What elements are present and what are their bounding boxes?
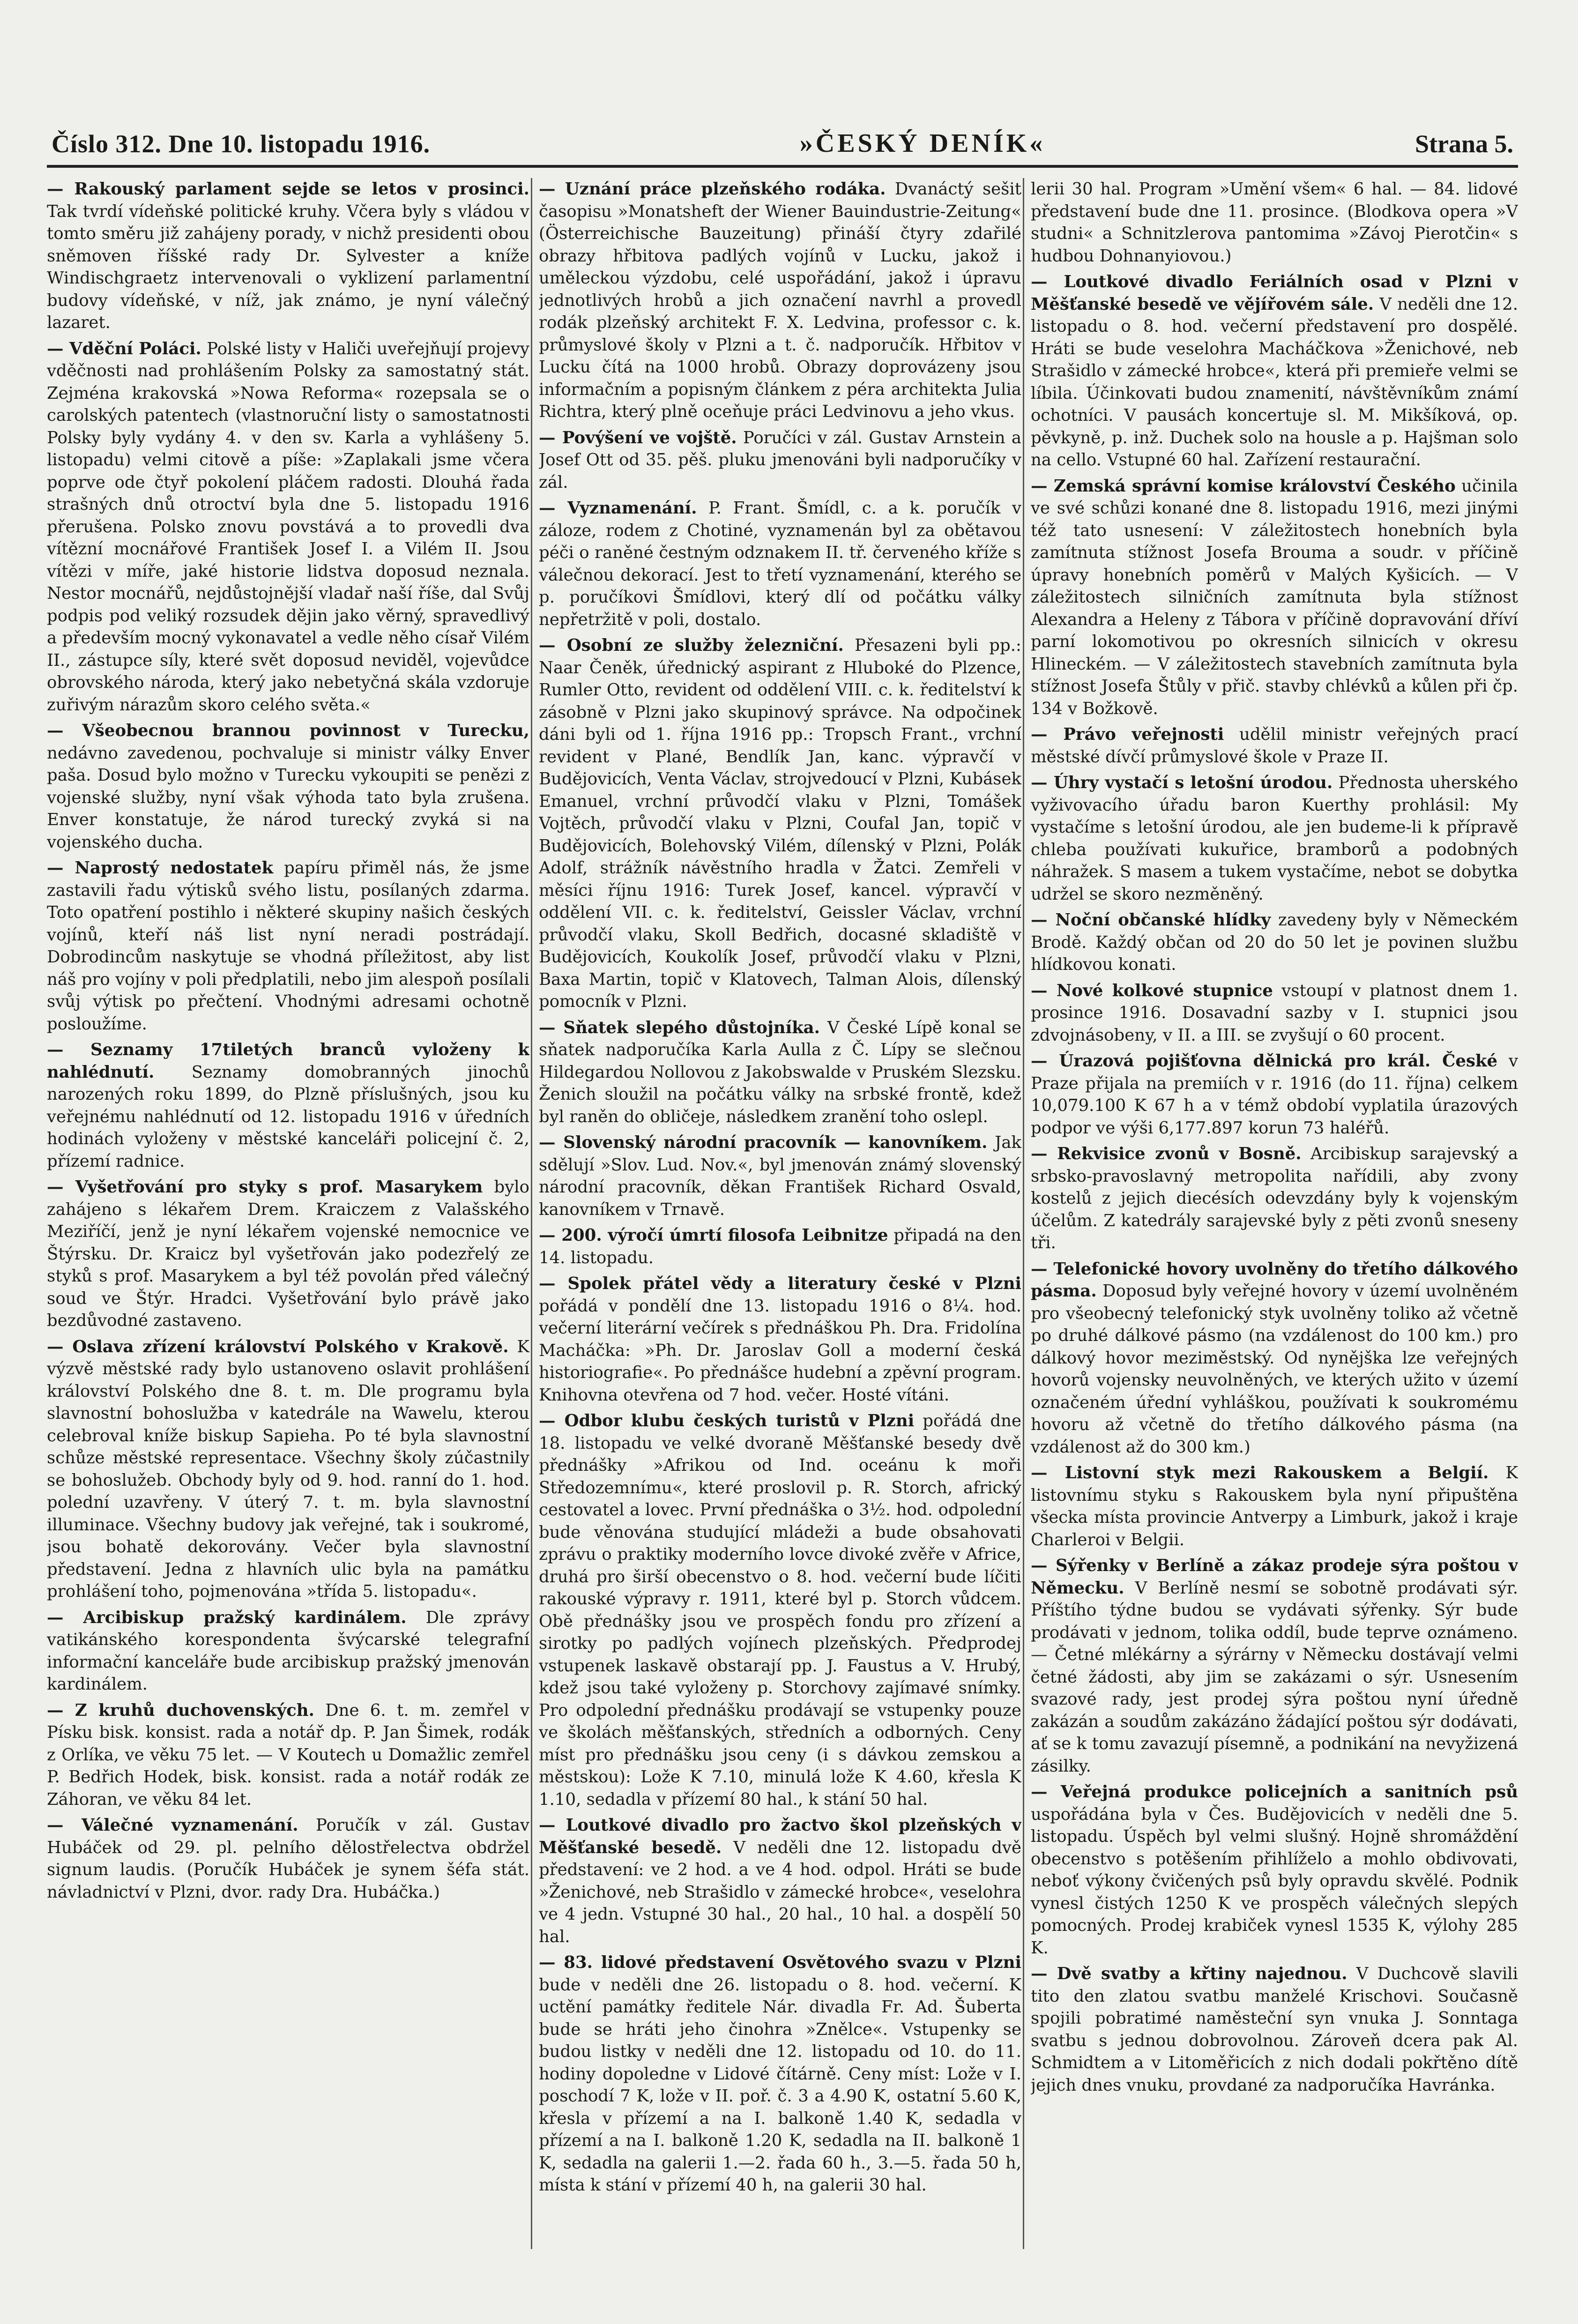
article-body: uspořádána byla v Čes. Budějovicích v neděli dne 5. listopadu. Úspěch byl velmi slušný. Hojně shromáždění obecenstvo s potěšením přihlíželo a mohlo obdivovati, neboť výkony čvičených psů byly opravdu skvělé. Podnik vynesl čistých 1250 K ve prospěch válečných slepých pomocných. Prodej krabiček vynesl 1535 K, výlohy 285 K. [1031,1804,1518,1958]
article-headline: Právo veřejnosti [1063,725,1224,744]
article-dash: — [539,1226,562,1245]
article-body: Arcibiskup sarajevský a srbsko-pravoslavný metropolita nařídili, aby zvony kostelů z jejich diecésích odevzdány byly k vojenským účelům. Z katedrály sarajevské byly z pěti zvonů sneseny tři. [1031,1144,1518,1252]
article-body: Dle zprávy vatikánského korespondenta švýcarské telegrafní informační kanceláře bude arcibiskup pražský jmenován kardinálem. [47,1608,529,1694]
article-body: nedávno zavedenou, pochvaluje si ministr války Enver paša. Dosud bylo možno v Turecku vykoupiti se penězi z vojenské služby, nyní však výhoda tato byla zrušena. Enver konstatuje, že národ turecký zvyká si na vojenského ducha. [47,743,529,852]
article [539,178,1021,423]
article [47,1607,529,1696]
article-body: učinila ve své schůzi konané dne 8. listopadu 1916, mezi jinými též tato usnesení: V záležitostech honebních byla zamítnuta stížnost Josefa Brouma a soudr. v příčině úpravy honebních poměrů v Malých Kyšicích. — V záležitostech silničních zamítnuta byla stížnost Alexandra a Heleny z Tábora v příčině dopravování dříví parní lokomotivou po okresních silnicích v okresu Hlineckém. — V záležitostech stavebních zamítnuta byla stížnost Josefa Štůly v přič. stavby chlévků a kůlen při čp. 134 v Božkově. [1031,476,1518,718]
article-body: Seznamy domobranných jinochů narozených roku 1899, do Plzně příslušných, jsou ku veřejnému nahlédnutí od 12. listopadu 1916 v úředních hodinách vyloženy v městské kanceláři policejní č. 2, přízemí radnice. [47,1062,529,1171]
article-body: udělil ministr veřejných prací městské dívčí průmyslové škole v Praze II. [1031,725,1518,767]
article-dash: — [47,179,74,199]
article-body: bude v neděli dne 26. listopadu o 8. hod. večerní. K uctění památky ředitele Nár. divadla Fr. Ad. Šuberta bude se hráti jeho činohra »Znělce«. Vstupenky se budou listky v neděli dne 12. listopadu od 10. do 11. hodiny dopoledne v Lidové čítárně. Ceny míst: Lože v I. poschodí 7 K, lože v II. poř. č. 3 a 4.90 K, ostatní 5.60 K, křesla v přízemí a na I. balkoně 1.40 K, sedadla v přízemí a na I. balkoně 1.20 K, sedadla na II. balkoně 1 K, sedadla na galerii 1.—2. řada 60 h., 3.—5. řada 50 h, místa k stání v přízemí 40 h, na galerii 30 hal. [539,1975,1021,2195]
article-headline: Rakouský parlament sejde se letos v prosinci. [74,179,529,199]
article-dash: — [1031,1259,1054,1279]
article-dash: — [1031,1144,1057,1163]
article [539,1952,1021,2197]
article-headline: Naprostý nedostatek [74,858,274,878]
column-3 [1031,178,1518,2249]
column-1 [47,178,529,2249]
article-headline: Vděční Poláci. [69,339,201,358]
article-body: Přesazeni byli pp.: Naar Čeněk, úřednický aspirant z Hluboké do Plzence, Rumler Otto, revident od oddělení VIII. c. k. ředitelství k zásobně v Plzni jako skupinový správce. Na odpočinek dáni byli od 1. října 1916 pp.: Tropsch Frant., vrchní revident v Plané, Bendlík Jan, kanc. výpravčí v Budějovicích, Venta Václav, strojvedoucí v Plzni, Kubásek Emanuel, vrchní průvodčí vlaku v Plzni, Tomášek Vojtěch, průvodčí vlaku v Plzni, Coufal Jan, topič v Budějovicích, Bolehovský Vilém, dílenský v Plzni, Polák Adolf, strážník návěstního hradla v Žatci. Zemřeli v měsíci říjnu 1916: Turek Josef, kancel. výpravčí v oddělení VII. c. k. ředitelství, Geissler Václav, vrchní průvodčí vlaku, Skoll Bedřich, docasné skladiště v Budějovicích, Koukolík Josef, průvodčí vlaku v Plzni, Baxa Martin, topič v Klatovech, Talman Alois, dílenský pomocník v Plzni. [539,636,1021,1011]
article-headline: Slovenský národní pracovník — kanovníkem. [563,1133,988,1152]
article-headline: Odbor klubu českých turistů v Plzni [564,1411,915,1430]
article-body: bylo zahájeno s lékařem Drem. Kraiczem z Valašského Meziříčí, jenž je nyní lékařem vojenské nemocnice ve Štýrsku. Dr. Kraicz byl vyšetřován jako podezřelý ze styků s prof. Masarykem a byl též povolán před válečný soud ve Štýr. Hradci. Vyšetřování bylo právě jako bezdůvodné zastaveno. [47,1177,529,1330]
article [47,178,529,334]
article [1031,1555,1518,1777]
page-header [52,116,1513,158]
article-body: Dvanáctý sešit časopisu »Monatsheft der Wiener Bauindustrie-Zeitung« (Österreichische Bauzeitung) přináší čtyry zdařilé obrazy hřbitova padlých vojínů v Lucku, jakož i uměleckou výzdobu, celé uspořádání, jakož i úpravu jednotlivých hrobů a jich označení navrhl a provedl rodák plzeňský architekt F. X. Ledvina, professor c. k. průmyslové školy v Plzni a t. č. nadporučík. Hřbitov v Lucku čítá na 1000 hrobů. Obrazy doprovázeny jsou informačním a popisným článkem z péra architekta Julia Richtra, který plně oceňuje práci Ledvinovu a jeho vkus. [539,179,1021,421]
article-dash: — [1031,1782,1061,1802]
article-headline: Úhry vystačí s letošní úrodou. [1053,773,1333,792]
article [1031,1050,1518,1139]
article-headline: Spolek přátel vědy a literatury české v Plzni [567,1274,1021,1293]
article [1031,1781,1518,1959]
article-headline: Rekvisice zvonů v Bosně. [1057,1144,1302,1163]
article-dash: — [47,1816,82,1835]
article-headline: Veřejná produkce policejních a sanitních psů [1060,1782,1518,1802]
article-dash: — [1031,981,1057,1000]
article-headline: Z kruhů duchovenských. [74,1700,314,1720]
page-number: Strana 5. [1414,130,1513,158]
article [539,1132,1021,1221]
article-body: V Duchcově slavili tito den zlatou svatbu manželé Krischovi. Současně spojili pobratimé naměsteční syn vnuka J. Sonntaga svatbu s jednou dobrovolnou. Zároveň dcera pak Al. Schmidtem a v Litoměřicích z nich dodali pokřtěno dítě jejich dnes vnuku, provdané za nadporučíka Havránka. [1031,1964,1518,2095]
article-body: Tak tvrdí vídeňské politické kruhy. Včera byly s vládou v tomto směru již zahájeny porady, v nichž presidenti obou sněmoven říšské rady Dr. Sylvester a kníže Windischgraetz intervenovali o vyklizení parlamentní budovy vídeňské, v níž, jak známo, je nyní válečný lazaret. [47,201,529,332]
article-headline: 200. výročí úmrtí filosofa Leibnitze [561,1226,888,1245]
article [1031,1963,1518,2096]
article-body: Jak sdělují »Slov. Lud. Nov.«, byl jmenován známý slovenský národní pracovník, děkan František Richard Osvald, kanovníkem v Trnavě. [539,1133,1021,1219]
article [1031,1143,1518,1254]
article-body: zavedeny byly v Německém Brodě. Každý občan od 20 do 50 let je povinen službu hlídkovou konati. [1031,910,1518,974]
article-dash: — [539,1411,565,1430]
article-dash: — [1031,725,1064,744]
article-body: V neděli dne 12. listopadu o 8. hod. večerní představení pro dospělé. Hráti se bude veselohra Macháčkova »Ženichové, neb Strašidlo v zámecké hrobce«, která při premieře velmi se líbila. Účinkovati budou znamenití, návštěvníkům známí ochotníci. V pausách koncertuje sl. M. Mikšíková, op. pěvkyně, p. inž. Duchek solo na housle a p. Hajšman solo na cello. Vstupné 60 hal. Zařízení restaurační. [1031,294,1518,469]
article-headline: Osobní ze služby železniční. [566,636,844,655]
article-headline: Uznání práce plzeňského rodáka. [565,179,886,199]
article-body: lerii 30 hal. Program »Umění všem« 6 hal. — 84. lidové představení bude dne 11. prosince. (Blodkova opera »V studni« a Schnitzlerova pantomima »Závoj Pierotčin« s hudbou Dohnanyiovou.) [1031,179,1518,266]
article [1031,772,1518,905]
article-body: v Praze přijala na premiích v r. 1916 (do 11. října) celkem 10,079.100 K 67 h a v témž období vyplatila úrazových podpor ve výši 6,177.897 korun 73 haléřů. [1031,1051,1518,1138]
article-body: P. Frant. Šmídl, c. a k. poručík v záloze, rodem z Chotiné, vyznamenán byl za obětavou péči o raněné čestným odznakem II. tř. červeného kříže s válečnou dekorací. Jest to třetí vyznamenání, kterého se p. poručíkovi Šmídlovi, který dlí od počátku války nepřetržitě v poli, dostalo. [539,499,1021,629]
article [47,1699,529,1811]
article-headline: Zemská správní komise království Českého [1053,476,1456,496]
article-headline: Sýřenky v Berlíně a zákaz prodeje sýra poštou v Německu. [1031,1556,1518,1598]
article-body: Přednosta uherského vyživovacího úřadu baron Kuerthy prohlásil: My vystačíme s letošní úrodou, ale jen budeme-li k přípravě chleba používati kukuřice, bramborů a podobných náhražek. S masem a tukem vystačíme, nebot se dobytka udržel se skoro nezměněný. [1031,773,1518,904]
article-dash: — [47,1040,90,1059]
article-dash: — [539,1816,566,1835]
article-dash: — [539,179,565,199]
article-dash: — [1031,910,1056,930]
article-dash: — [47,1337,73,1356]
article [47,720,529,853]
article-body: K listovnímu styku s Rakouskem byla nyní připuštěna všecka místa provincie Antverpy a Limburk, jakož i kraje Charleroi v Belgii. [1031,1463,1518,1549]
article-dash: — [47,1700,75,1720]
article [1031,1462,1518,1551]
article-headline: Dvě svatby a křtiny najednou. [1057,1964,1347,1983]
newspaper-title: »ČESKÝ DENÍK« [799,129,1046,158]
column-divider [1023,178,1024,2249]
article-body: papíru přiměl nás, že jsme zastavili řadu výtisků svého listu, posílaných zdarma. Toto opatření postihlo i některé skupiny našich českých vojínů, kteří náš list nyní neradi postrádají. Dobrodincům naskytuje se vhodná příležitost, aby list náš pro vojíny v poli předplatili, nebo jim alespoň posílali svůj výtisk po přečtení. Vhodnými adresami ochotně posloužíme. [47,858,529,1034]
article-body: V České Lípě konal se sňatek nadporučíka Karla Aulla z Č. Lípy se slečnou Hildegardou Nollovou z Jakobswalde v Pruském Slezsku. Ženich sloužil na počátku války na srbské frontě, kdež byl raněn do obličeje, následkem zranění toho oslepl. [539,1018,1021,1126]
article [1031,475,1518,720]
article-headline: Noční občanské hlídky [1055,910,1271,930]
article [47,1176,529,1332]
article-dash: — [47,721,82,740]
article-dash: — [539,1133,564,1152]
article [539,1273,1021,1406]
article-headline: Nové kolkové stupnice [1056,981,1273,1000]
article [47,1336,529,1603]
article-headline: Vyznamenání. [567,499,697,518]
article-body: připadá na den 14. listopadu. [539,1226,1021,1267]
article-body: Polské listy v Haliči uveřejňují projevy vděčnosti nad prohlášením Polsky za samostatný stát. Zejména krakovská »Nowa Reforma« rozepsala se o carolských patentech (vlastnoruční listy o samostatnosti Polsky byly vydány 4. v den sv. Karla a vyhlášeny 5. listopadu) velmi citově a píše: »Zaplakali jsme včera poprve ode čtyř pokolení pláčem radosti. Dlouhá řada strašných dnů otroctví byla dne 5. listopadu 1916 přerušena. Polsko znovu povstává a to provedli dva vítězní mocnářové František Josef I. a Vilém II. Jsou vítězi v míře, jaké historie lidstva doposud neznala. Nestor mocnářů, nejdůstojnější vladař naší říše, dal Svůj podpis pod veliký rozsudek dějin jako věrný, spravedlivý a především mocný vykonavatel a vedle něho císař Vilém II., zástupce síly, které svět doposud neviděl, vojevůdce obrovského národa, který jako nebetyčná skála vzdoruje zuřivým nárazům skoro celého světa.« [47,339,529,715]
article [47,1039,529,1172]
article [47,857,529,1035]
article [539,1224,1021,1269]
article-dash: — [539,1018,564,1037]
article-headline: Seznamy 17tiletých branců vyloženy k nahlédnutí. [47,1040,529,1082]
article-body: Poručík v zál. Gustav Hubáček od 29. pl. pelního dělostřelectva obdržel signum laudis. (Poručík Hubáček je synem šéfa stát. návladnictví v Plzni, dvor. rady Dra. Hubáčka.) [47,1816,529,1902]
article [539,497,1021,631]
article-dash: — [1031,1051,1059,1071]
article-body: pořádá dne 18. listopadu ve velké dvoraně Měšťanské besedy dvě přednášky »Afrikou od Ind. oceánu k moři Středozemnímu«, které proslovil p. R. Storch, africký cestovatel a lovec. První přednáška o 3½. hod. odpolední bude věnována studující mládeži a bude obsahovati zprávu o praktiky moderního lovce divoké zvěře v Africe, druhá pro širší obecenstvo o 8. hod. večerní bude líčiti rakouské výpravy r. 1911, které byl p. Storch vůdcem. Obě přednášky jsou ve prospěch fondu pro zřízení a sirotky po padlých vojínech plzeňských. Předprodej vstupenek laskavě obstarají pp. J. Faustus a V. Hrubý, kdež jsou také vyloženy p. Storchovy zajímavé snímky. Pro odpolední přednášku prodávají se vstupenky pouze ve školách měšťanských, středních a odborných. Ceny míst pro přednášku jsou ceny (i s dávkou zemskou a městskou): Lože K 7.10, minulá lože K 4.60, křesla K 1.10, sedadla v přízemí 80 hal., k stání 50 hal. [539,1411,1021,1809]
article [47,1814,529,1903]
article-body: Doposud byly veřejné hovory v území uvolněném pro všeobecný telefonický styk uvolněny toliko až včetně po druhé dálkové pásmo (na vzdálenost do 100 km.) pro dálkový hovor meziměstský. Od nynějška lze veřejných hovorů vojensky neuvolněných, ve kterých užito v území označeném úřední vyhláškou, používati k soukromému hovoru až včetně do třetího dálkového pásma (na vzdálenost až do 300 km.) [1031,1281,1518,1457]
article-headline: Telefonické hovory uvolněny do třetího dálkového pásma. [1031,1259,1518,1301]
article [539,1814,1021,1948]
article-headline: Povýšení ve vojště. [562,428,737,447]
article-body: K výzvě městské rady bylo ustanoveno oslavit prohlášení království Polského dne 8. t. m. Dle programu byla slavnostní bohoslužba v katedrále na Wawelu, kterou celebroval kníže biskup Sapieha. Po té byla slavnostní schůze městské representace. Všechny školy zúčastnily se bohoslužeb. Obchody byly od 9. hod. ranní do 1. hod. polední uzavřeny. V úterý 7. t. m. byla slavnostní illuminace. Všechny budovy jak veřejné, tak i soukromé, jsou bohatě dekorovány. Večer byla slavnostní představení. Jedna z hlavních ulic byla na památku prohlášení toho, pojmenována »třída 5. listopadu«. [47,1337,529,1601]
article-body: V Berlíně nesmí se sobotně prodávati sýr. Příštího týdne budou se vydávati sýřenky. Sýr bude prodávati v jednom, tolika oddíl, bude teprve oznámeno. — Četné mlékárny a sýrárny v Německu dostávají velmi četné žádosti, aby jim se zakázami o sýr. Usnesením svazové rady, jest prodej sýra poštou nyní úředně zakázán a soudům zakázáno žádající poštou sýr dodávati, ať se k tomu zavazují písemně, a podnikání na nevyžizená zásilky. [1031,1578,1518,1776]
article [1031,980,1518,1047]
article-dash: — [539,428,562,447]
article-dash: — [47,858,75,878]
article-body: Dne 6. t. m. zemřel v Písku bisk. konsist. rada a notář dp. P. Jan Šimek, rodák z Orlíka, ve věku 75 let. — V Koutech u Domažlic zemřel P. Bedřich Hodek, bisk. konsist. rada a notář rodák ze Záhoran, ve věku 84 let. [47,1700,529,1809]
article-dash: — [539,636,567,655]
article [1031,178,1518,267]
article-headline: 83. lidové představení Osvětového svazu v Plzni [564,1953,1021,1972]
article-headline: Válečné vyznamenání. [81,1816,298,1835]
column-2 [539,178,1021,2249]
column-divider [531,178,532,2249]
article-dash: — [1031,476,1054,496]
article-dash: — [47,1608,83,1627]
article [539,427,1021,494]
issue-date: Číslo 312. Dne 10. listopadu 1916. [52,130,431,158]
article [539,634,1021,1013]
article-body: vstoupí v platnost dnem 1. prosince 1916. Dosavadní sazby v I. stupnici jsou zdvojnásobeny, v II. a III. se zvyšují o 60 procent. [1031,981,1518,1045]
article [1031,271,1518,471]
article-headline: Vyšetřování pro styky s prof. Masarykem [75,1177,483,1197]
article-dash: — [539,1953,564,1972]
article-headline: Sňatek slepého důstojníka. [563,1018,820,1037]
article-body: pořádá v pondělí dne 13. listopadu 1916 o 8¼. hod. večerní literární večírek s přednáškou Ph. Dra. Fridolína Macháčka: »Ph. Dr. Jaroslav Goll a moderní česká historiografie«. Po přednášce hudební a zpěvní program. Knihovna otevřena od 7 hod. večer. Hosté vítáni. [539,1296,1021,1405]
article-dash: — [47,1177,75,1197]
article [1031,723,1518,768]
article-dash: — [1031,773,1054,792]
article-dash: — [1031,1964,1057,1983]
article-headline: Listovní styk mezi Rakouskem a Belgií. [1064,1463,1489,1482]
article-dash: — [1031,1556,1056,1575]
article [539,1017,1021,1128]
article-dash: — [1031,1463,1065,1482]
article-headline: Loutkové divadlo pro žactvo škol plzeňských v Měšťanské besedě. [539,1816,1021,1857]
article-headline: Oslava zřízení království Polského v Krakově. [72,1337,509,1356]
article-headline: Všeobecnou brannou povinnost v Turecku, [82,721,529,740]
article [1031,909,1518,976]
article-dash: — [1031,272,1064,291]
article [47,338,529,716]
article [539,1410,1021,1810]
article-headline: Úrazová pojišťovna dělnická pro král. České [1059,1051,1498,1071]
article-headline: Loutkové divadlo Feriálních osad v Plzni v Měšťanské besedě ve vějířovém sále. [1031,272,1518,314]
article-body: Poručíci v zál. Gustav Arnstein a Josef Ott od 35. pěš. pluku jmenováni byli nadporučíky v zál. [539,428,1021,492]
article-headline: Arcibiskup pražský kardinálem. [83,1608,407,1627]
article-dash: — [47,339,70,358]
header-rule [47,165,1518,168]
article-dash: — [539,499,568,518]
article-body: V neděli dne 12. listopadu dvě představení: ve 2 hod. a ve 4 hod. odpol. Hráti se bude »Ženichové, neb Strašidlo v zámecké hrobce«, veselohra ve 4 jedn. Vstupné 30 hal., 20 hal., 10 hal. a dospělí 50 hal. [539,1838,1021,1946]
article [1031,1258,1518,1459]
article-dash: — [539,1274,568,1293]
